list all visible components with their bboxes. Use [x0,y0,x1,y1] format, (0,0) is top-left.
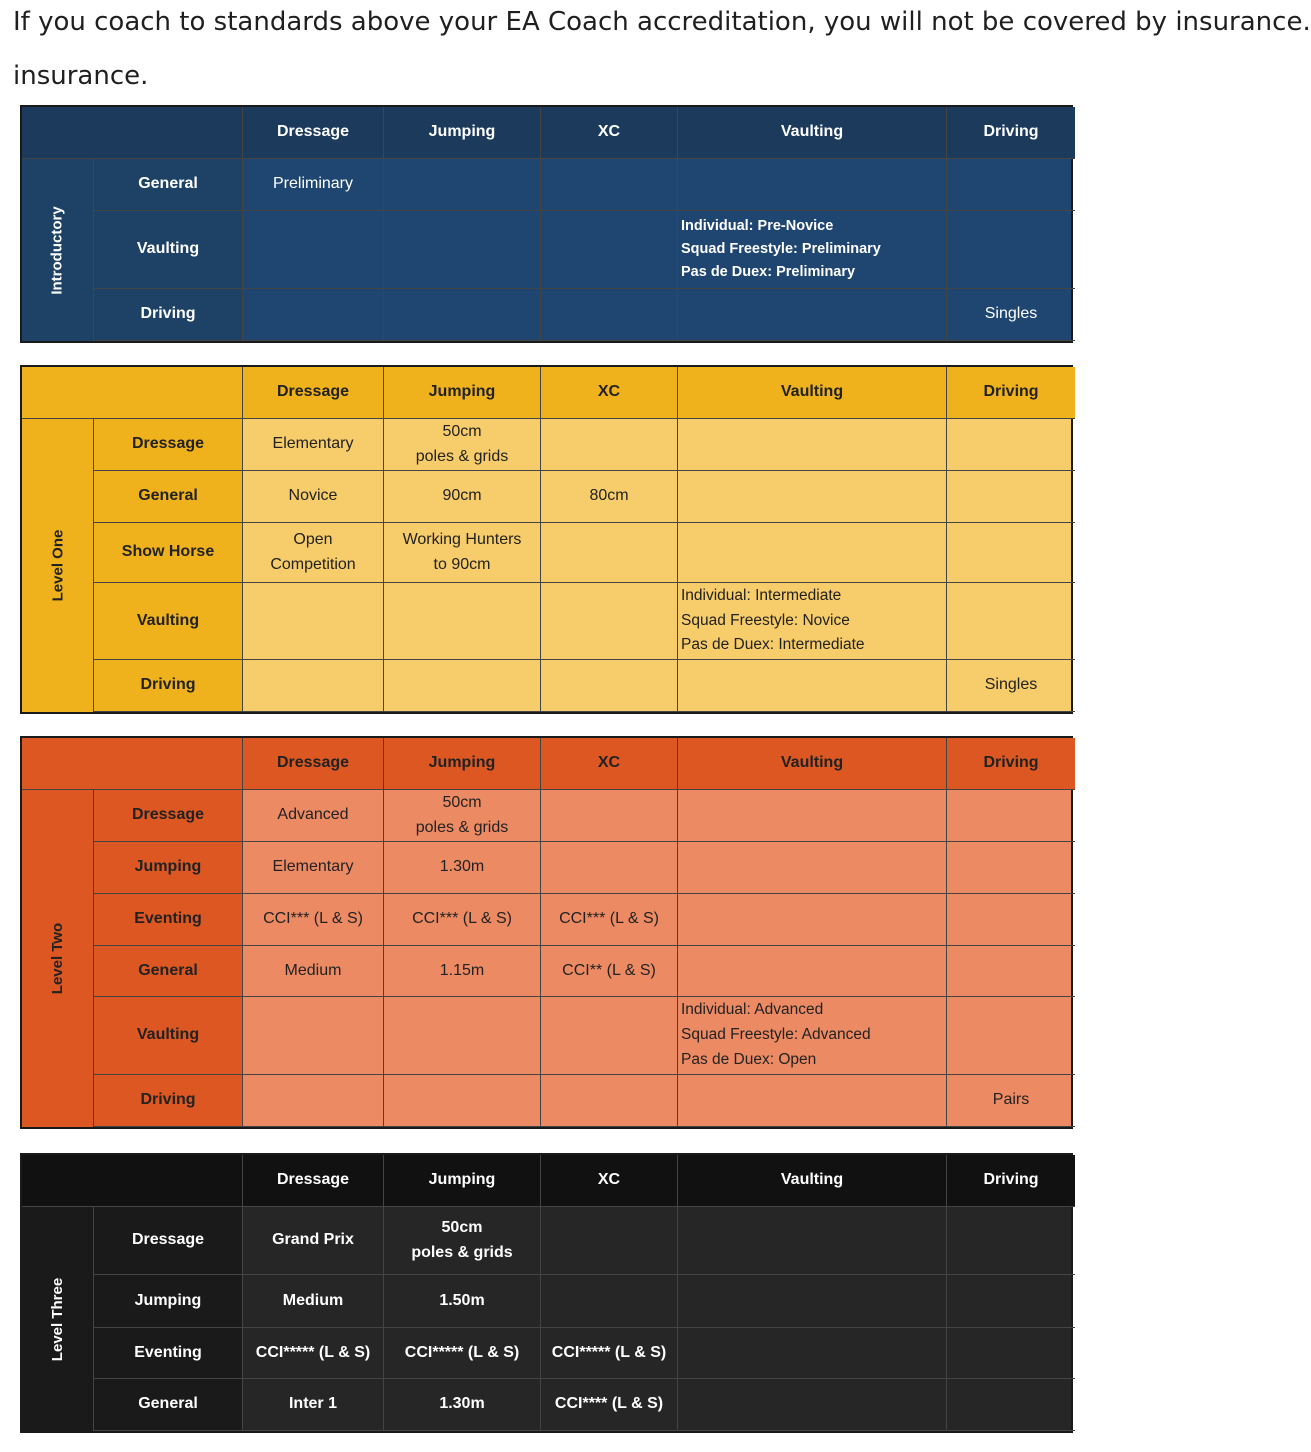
table-cell [243,523,384,583]
row-label-dressage: Dressage [94,1207,243,1275]
table-cell: Novice [243,471,384,523]
table-cell [541,1075,678,1127]
table-cell: Singles [947,660,1075,712]
table-cell [947,1328,1075,1379]
row-label-general: General [94,946,243,997]
level-table-level-three [20,1153,1073,1433]
table-cell [947,1207,1075,1275]
level-label [22,790,94,1127]
intro-line-1: If you coach to standards above your EA Coach accreditation, you will not be covered by insurance. [13,7,1311,37]
table-cell [947,471,1075,523]
row-label-general: General [94,471,243,523]
column-header-vaulting: Vaulting [678,107,947,159]
column-header-jumping: Jumping [384,107,541,159]
table-cell [947,583,1075,660]
row-label-general: General [94,1379,243,1431]
column-header-dressage: Dressage [243,738,384,790]
table-cell: CCI*** (L & S) [384,894,541,946]
column-header-jumping: Jumping [384,738,541,790]
header-corner [22,107,243,159]
level-name: Level One [49,529,67,602]
intro-paragraph [13,0,1311,102]
table-cell: Grand Prix [243,1207,384,1275]
table-cell: Preliminary [243,159,384,211]
table-cell: Elementary [243,842,384,894]
table-cell: CCI**** (L & S) [541,1379,678,1431]
column-header-jumping: Jumping [384,1155,541,1207]
level-label [22,159,94,341]
table-cell: 1.30m [384,1379,541,1431]
cell-text: 50cm poles & grids [415,422,509,465]
table-cell [541,997,678,1075]
header-corner [22,367,243,419]
column-header-vaulting: Vaulting [678,1155,947,1207]
table-cell [947,790,1075,842]
column-header-jumping: Jumping [384,367,541,419]
table-cell [678,1075,947,1127]
column-header-driving: Driving [947,107,1075,159]
table-cell [947,523,1075,583]
table-cell [678,1207,947,1275]
row-label-driving: Driving [94,660,243,712]
table-cell [678,790,947,842]
table-cell [947,1275,1075,1328]
table-cell [678,159,947,211]
table-cell: Advanced [243,790,384,842]
table-cell [541,660,678,712]
table-cell [678,660,947,712]
table-cell [947,1379,1075,1431]
table-cell [384,523,541,583]
table-cell [678,1275,947,1328]
table-cell: Pairs [947,1075,1075,1127]
row-label-driving: Driving [94,1075,243,1127]
table-cell [678,894,947,946]
table-cell: CCI*** (L & S) [243,894,384,946]
row-label-jumping: Jumping [94,1275,243,1328]
level-name: Introductory [49,205,66,295]
table-cell: CCI***** (L & S) [384,1328,541,1379]
column-header-dressage: Dressage [243,107,384,159]
table-cell [947,997,1075,1075]
table-cell [384,1207,541,1275]
table-cell [947,842,1075,894]
table-cell [243,997,384,1075]
table-cell [243,289,384,341]
row-label-jumping: Jumping [94,842,243,894]
table-cell [541,583,678,660]
row-label-vaulting: Vaulting [94,211,243,289]
table-cell [541,842,678,894]
table-cell [384,211,541,289]
column-header-xc: XC [541,1155,678,1207]
table-cell [678,1328,947,1379]
table-cell [243,1075,384,1127]
table-cell [678,997,947,1075]
table-cell [384,790,541,842]
table-cell [541,419,678,471]
row-label-driving: Driving [94,289,243,341]
table-cell [678,842,947,894]
table-cell [384,419,541,471]
column-header-driving: Driving [947,367,1075,419]
level-name: Level Three [49,1277,66,1361]
table-cell: Medium [243,1275,384,1328]
table-cell [678,946,947,997]
table-cell [384,289,541,341]
column-header-xc: XC [541,107,678,159]
column-header-xc: XC [541,738,678,790]
row-label-eventing: Eventing [94,1328,243,1379]
table-cell [678,583,947,660]
table-cell: Medium [243,946,384,997]
table-cell [947,946,1075,997]
header-corner [22,1155,243,1207]
table-cell [384,660,541,712]
table-cell: 1.50m [384,1275,541,1328]
intro-line-2: insurance. [13,61,149,91]
table-cell: Inter 1 [243,1379,384,1431]
table-cell: CCI***** (L & S) [243,1328,384,1379]
column-header-vaulting: Vaulting [678,367,947,419]
table-cell [947,419,1075,471]
cell-text: Individual: Intermediate Squad Freestyle: Novice Pas de Duex: Intermediate [681,586,865,654]
row-label-show-horse: Show Horse [94,523,243,583]
level-table-level-two [20,736,1073,1129]
column-header-vaulting: Vaulting [678,738,947,790]
cell-text: Individual: Pre-Novice Squad Freestyle: Preliminary Pas de Duex: Preliminary [681,217,881,281]
column-header-dressage: Dressage [243,1155,384,1207]
table-cell [384,583,541,660]
row-label-vaulting: Vaulting [94,997,243,1075]
table-cell [243,583,384,660]
table-cell [243,211,384,289]
table-cell [243,660,384,712]
table-cell [541,289,678,341]
cell-text: 50cm poles & grids [415,793,509,836]
table-cell: 1.15m [384,946,541,997]
row-label-dressage: Dressage [94,419,243,471]
table-cell [541,790,678,842]
row-label-eventing: Eventing [94,894,243,946]
table-cell: Elementary [243,419,384,471]
table-cell [384,997,541,1075]
table-cell [678,419,947,471]
column-header-driving: Driving [947,738,1075,790]
table-cell [947,894,1075,946]
row-label-dressage: Dressage [94,790,243,842]
table-cell [678,289,947,341]
table-cell [541,1207,678,1275]
cell-text: Working Hunters to 90cm [402,530,522,573]
table-cell: 80cm [541,471,678,523]
level-name: Level Two [49,922,66,995]
table-cell [678,523,947,583]
table-cell: Singles [947,289,1075,341]
table-cell: CCI***** (L & S) [541,1328,678,1379]
header-corner [22,738,243,790]
table-cell: 1.30m [384,842,541,894]
table-cell [947,211,1075,289]
table-cell: CCI*** (L & S) [541,894,678,946]
table-cell: CCI** (L & S) [541,946,678,997]
level-table-level-one [20,365,1073,714]
level-label [22,1207,94,1431]
table-cell [678,471,947,523]
cell-text: 50cm poles & grids [411,1218,513,1261]
table-cell [541,523,678,583]
level-label [22,419,94,712]
column-header-driving: Driving [947,1155,1075,1207]
row-label-general: General [94,159,243,211]
table-cell [541,1275,678,1328]
table-cell [678,211,947,289]
table-cell: 90cm [384,471,541,523]
row-label-vaulting: Vaulting [94,583,243,660]
column-header-dressage: Dressage [243,367,384,419]
table-cell [384,159,541,211]
table-cell [541,159,678,211]
table-cell [947,159,1075,211]
cell-text: Open Competition [270,530,356,573]
table-cell [384,1075,541,1127]
column-header-xc: XC [541,367,678,419]
table-cell [678,1379,947,1431]
table-cell [541,211,678,289]
cell-text: Individual: Advanced Squad Freestyle: Advanced Pas de Duex: Open [681,1001,871,1068]
level-table-introductory [20,105,1073,343]
